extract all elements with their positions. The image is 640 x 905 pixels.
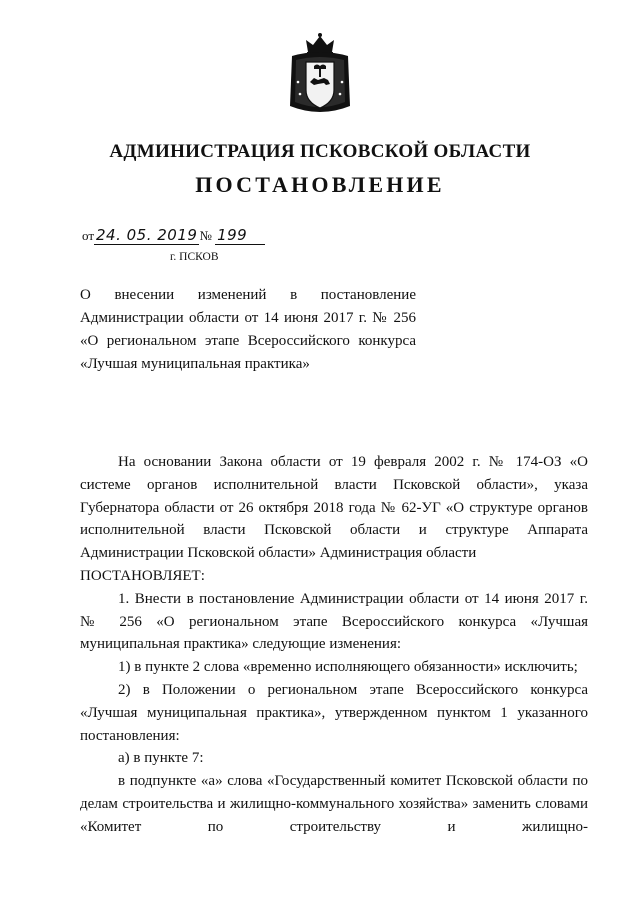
date-prefix: от (82, 228, 95, 243)
date-number-line (82, 226, 265, 245)
item-1-subitem-1: 1) в пункте 2 слова «временно исполняющего обязанности» исключить; (118, 659, 578, 676)
document-type-title: ПОСТАНОВЛЕНИЕ (195, 172, 445, 197)
handwritten-date: 24. 05. 2019 (96, 226, 198, 244)
coat-of-arms-icon (284, 32, 356, 118)
number-prefix: № (199, 228, 212, 243)
organization-title: АДМИНИСТРАЦИЯ ПСКОВСКОЙ ОБЛАСТИ (109, 141, 531, 162)
decree-body (80, 451, 588, 839)
item-a-text: в подпункте «а» слова «Государственный комитет Псковской области по делам строительства и жилищно-коммунального хозяйства» заменить словами «Комитет по строительству и жилищно- (80, 773, 588, 835)
city-label: г. ПСКОВ (170, 251, 219, 263)
preamble-paragraph: На основании Закона области от 19 февраля 2002 г. № 174-ОЗ «О системе органов исполнительной власти Псковской области», указа Губернатора области от 26 октября 2018 года № 62-УГ «О структуре органов исполнительной власти Псковской области и структуре Аппарата Администрации Псковской области» Администрация области (80, 454, 588, 562)
decree-subject: О внесении изменений в постановление Администрации области от 14 июня 2017 г. № 256 «О региональном этапе Всероссийского конкурса «Лучшая муниципальная практика» (80, 287, 416, 372)
item-1: 1. Внести в постановление Администрации области от 14 июня 2017 г. № 256 «О региональном этапе Всероссийского конкурса «Лучшая муниципальная практика» следующие изменения: (80, 590, 588, 653)
item-a: а) в пункте 7: (118, 750, 204, 767)
decree-word: ПОСТАНОВЛЯЕТ: (80, 567, 205, 584)
handwritten-number: 199 (215, 226, 265, 245)
item-1-subitem-2: 2) в Положении о региональном этапе Всероссийского конкурса «Лучшая муниципальная практика», утвержденном пунктом 1 указанного постановления: (80, 681, 588, 744)
